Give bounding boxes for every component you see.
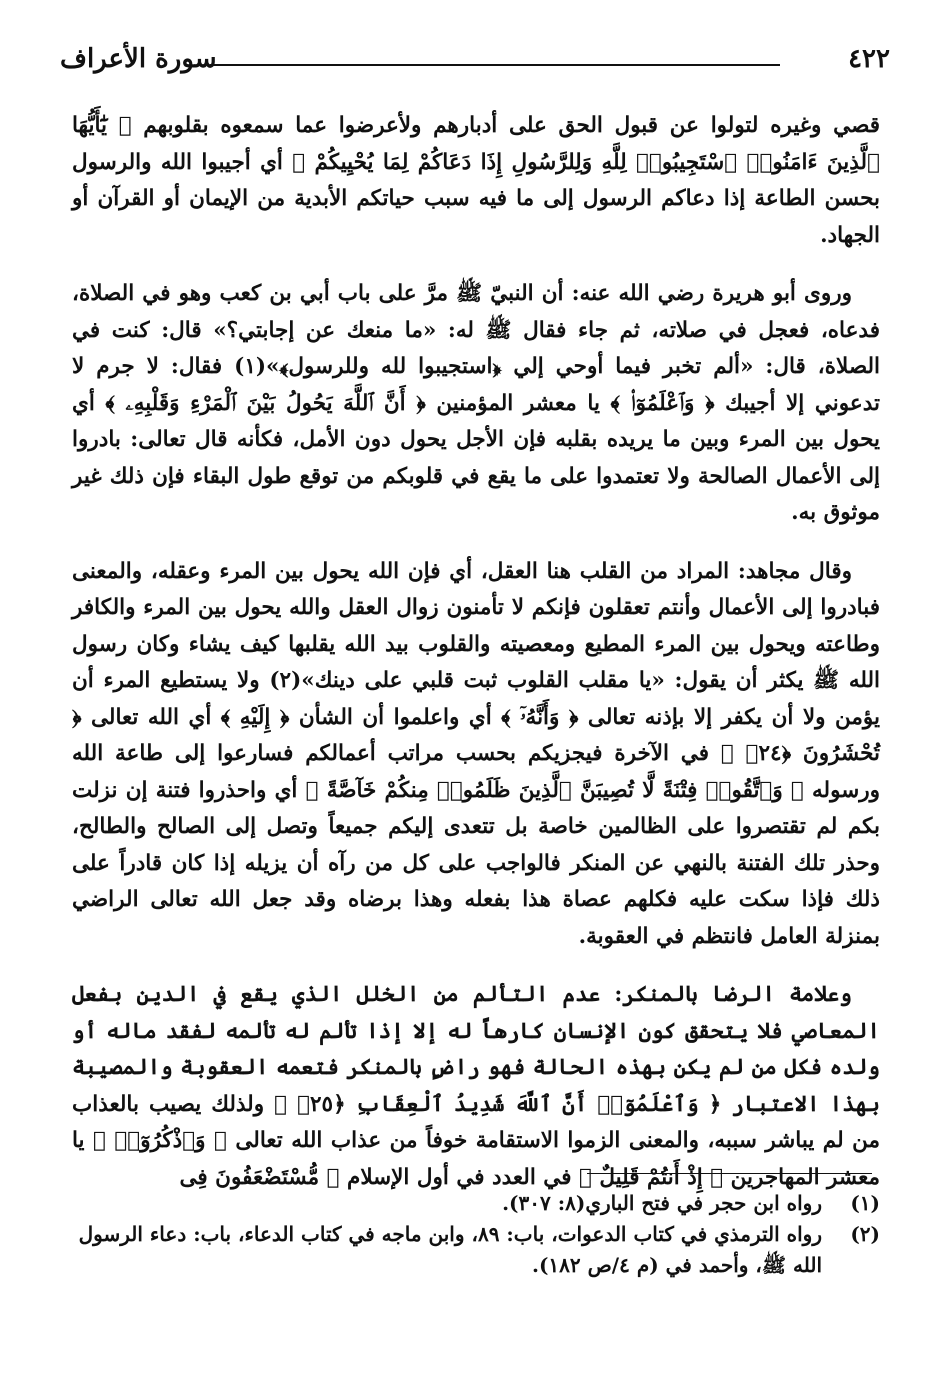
page-number: ٤٢٢ (848, 44, 890, 74)
footnotes (72, 1188, 880, 1281)
footnote-number: (١) (850, 1191, 880, 1215)
paragraph: وقال مجاهد: المراد من القلب هنا العقل، أي فإن الله يحول بين المرء وعقله، والمعنى فبادروا إلى الأعمال وأنتم تعقلون فإنكم لا تأمنون زوال العقل والله يحول بين المرء والكافر وطاعته ويحول بين المرء المطيع ومعصيته والقلوب بيد الله يقلبها كيف يشاء وكان رسول الله ﷺ يكثر أن يقول: «يا مقلب القلوب ثبت قلبي على دينك»(٢) ولا يستطيع المرء أن يؤمن ولا أن يكفر إلا بإذنه تعالى ﴿ وَأَنَّهُۥٓ ﴾ أي واعلموا أن الشأن ﴿ إِلَيْهِ ﴾ أي الله تعالى ﴿ تُحْشَرُونَ ﴿٢٤﴾ ﴾ في الآخرة فيجزيكم بحسب مراتب أعمالكم فسارعوا إلى طاعة الله ورسوله ﴿ وَٱتَّقُوا۟ فِتْنَةً لَّا تُصِيبَنَّ ٱلَّذِينَ ظَلَمُوا۟ مِنكُمْ خَآصَّةً ﴾ أي واحذروا فتنة إن نزلت بكم لم تقتصروا على الظالمين خاصة بل تتعدى إليكم جميعاً وتصل إلى الصالح والطالح، وحذر تلك الفتنة بالنهي عن المنكر فالواجب على كل من رآه أن يزيله إذا كان قادراً على ذلك فإذا سكت عليه فكلهم عصاة هذا بفعله وهذا برضاه وقد جعل الله تعالى الراضي بمنزلة العامل فانتظم في العقوبة. (72, 558, 880, 949)
page-header (60, 40, 890, 80)
paragraph: وروى أبو هريرة رضي الله عنه: أن النبيّ ﷺ مرَّ على باب أبي بن كعب وهو في الصلاة، فدعاه، فعجل في صلاته، ثم جاء فقال ﷺ له: «ما منعك عن إجابتي؟» قال: كنت في الصلاة، قال: «ألم تخبر فيما أوحي إلي ﴿استجيبوا لله وللرسول﴾»(١) فقال: لا جرم لا تدعوني إلا أجيبك ﴿ وَٱعْلَمُوٓا۟ ﴾ يا معشر المؤمنين ﴿ أَنَّ ٱللَّهَ يَحُولُ بَيْنَ ٱلْمَرْءِ وَقَلْبِهِۦ ﴾ أي يحول بين المرء وبين ما يريده بقلبه فإن الأجل يحول دون الأمل، فكأنه قال تعالى: بادروا إلى الأعمال الصالحة ولا تعتمدوا على ما يقع في قلوبكم من توقع طول البقاء فإن ذلك غير موثوق به. (72, 281, 880, 525)
footnote-item (72, 1188, 880, 1219)
footnote-divider (587, 1173, 872, 1174)
footnote-item (72, 1219, 880, 1281)
paragraph: وعلامة الرضا بالمنكر: عدم التألم من الخلل الذي يقع في الدين بفعل المعاصي فلا يتحقق كون الإنسان كارهاً له إلا إذا تألم له تألمه لفقد ماله أو ولده فكل من لم يكن بهذه الحالة فهو راضٍ بالمنكر فتعمه العقوبة والمصيبة بهذا الاعتبار ﴿ وَٱعْلَمُوٓا۟ أَنَّ ٱللَّهَ شَدِيدُ ٱلْعِقَابِ ﴿٢٥﴾ ﴾ ولذلك يصيب بالعذاب من لم يباشر سببه، والمعنى الزموا الاستقامة خوفاً من عذاب الله تعالى ﴿ وَٱذْكُرُوٓا۟ ﴾ يا معشر المهاجرين ﴿ إِذْ أَنتُمْ قَلِيلٌ ﴾ في العدد في أول الإسلام ﴿ مُّسْتَضْعَفُونَ فِى (72, 982, 880, 1190)
footnote-number: (٢) (850, 1222, 880, 1246)
footnote-text: رواه الترمذي في كتاب الدعوات، باب: ٨٩، وابن ماجه في كتاب الدعاء، باب: دعاء الرسول الله ﷺ، وأحمد في (م ٤/ص ١٨٢). (78, 1222, 822, 1277)
header-rule (210, 64, 780, 66)
surah-title: سورة الأعراف (60, 44, 217, 74)
paragraph: قصي وغيره لتولوا عن قبول الحق على أدبارهم ولأعرضوا عما سمعوه بقلوبهم ﴿ يَٰٓأَيُّهَا ٱلَّذِينَ ءَامَنُوا۟ ٱسْتَجِيبُوا۟ لِلَّهِ وَلِلرَّسُولِ إِذَا دَعَاكُمْ لِمَا يُحْيِيكُمْ ﴾ أي أجيبوا الله والرسول بحسن الطاعة إذا دعاكم الرسول إلى ما فيه سبب حياتكم الأبدية من الإيمان أو القرآن أو الجهاد. (72, 113, 880, 248)
footnote-text: رواه ابن حجر في فتح الباري(٨: ٣٠٧). (502, 1191, 822, 1215)
main-text (72, 108, 880, 1218)
